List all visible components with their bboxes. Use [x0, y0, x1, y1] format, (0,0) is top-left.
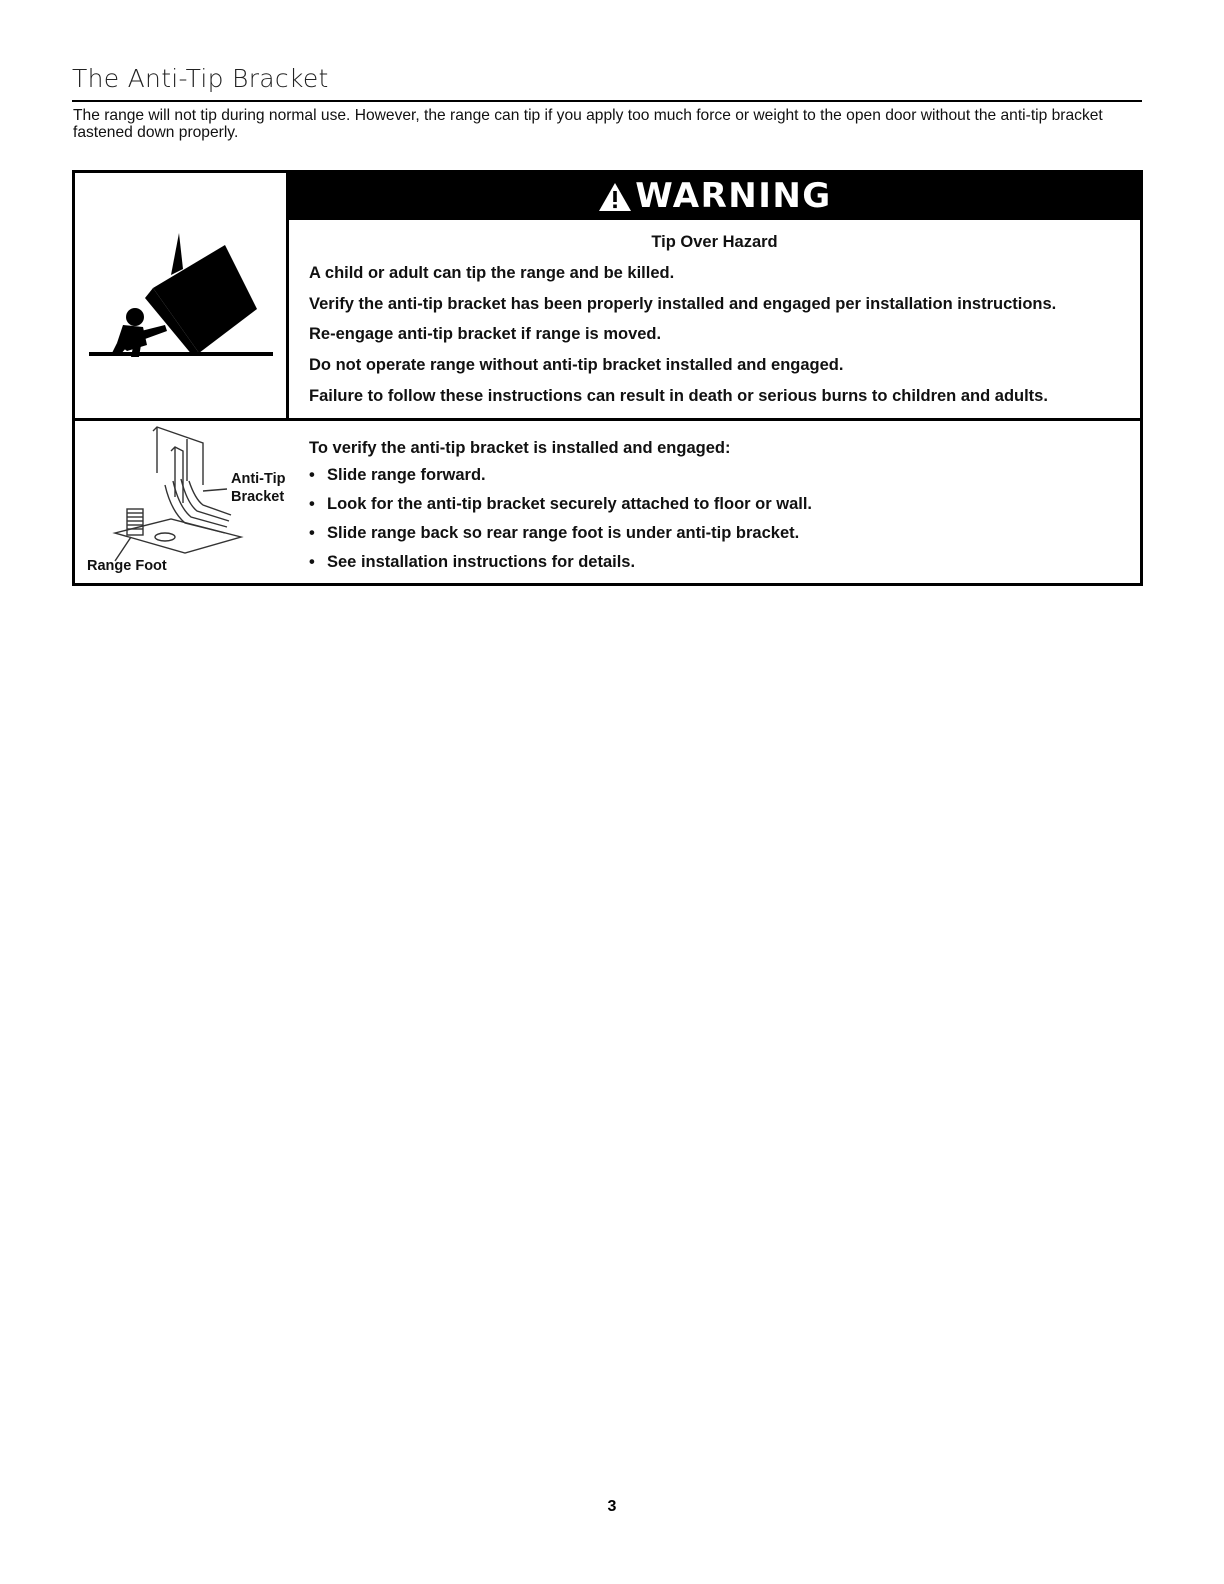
list-item [309, 495, 812, 524]
verify-step: Slide range back so rear range foot is under anti-tip bracket. [327, 524, 800, 542]
label-anti-tip: Anti-Tip [231, 471, 286, 487]
tip-over-pictogram-cell [75, 173, 289, 418]
list-item [309, 524, 812, 553]
list-item [309, 466, 812, 495]
page-number: 3 [607, 1498, 617, 1515]
verify-heading: To verify the anti-tip bracket is installed and engaged: [309, 439, 731, 457]
warning-message: Verify the anti-tip bracket has been properly installed and engaged per installation instructions. [309, 295, 1057, 313]
verify-step: See installation instructions for details. [327, 553, 636, 571]
bullet: • [309, 553, 315, 571]
hazard-title: Tip Over Hazard [651, 233, 778, 251]
tip-over-pictogram [75, 173, 286, 418]
intro-paragraph: The range will not tip during normal use. However, the range can tip if you apply too much force or weight to the open door without the anti-tip bracket fastened down properly. [73, 107, 1103, 141]
bullet: • [309, 466, 315, 484]
warning-message: Re-engage anti-tip bracket if range is moved. [309, 325, 662, 343]
title-divider [72, 100, 1142, 102]
warning-top-row [75, 173, 1140, 421]
verify-step: Look for the anti-tip bracket securely attached to floor or wall. [327, 495, 813, 513]
warning-triangle-icon [597, 181, 633, 213]
bullet: • [309, 495, 315, 513]
warning-signal-word: WARNING [635, 176, 832, 216]
warning-message: A child or adult can tip the range and be killed. [309, 264, 675, 282]
warning-message: Failure to follow these instructions can result in death or serious burns to children and adults. [309, 387, 1048, 405]
verify-step: Slide range forward. [327, 466, 486, 484]
warning-header [289, 173, 1140, 220]
warning-message: Do not operate range without anti-tip bracket installed and engaged. [309, 356, 844, 374]
page-title: The Anti-Tip Bracket [72, 64, 329, 93]
verify-steps [309, 466, 812, 582]
label-bracket: Bracket [231, 489, 285, 505]
list-item [309, 553, 812, 582]
bullet: • [309, 524, 315, 542]
verify-row [75, 421, 1140, 583]
label-range-foot: Range Foot [87, 558, 167, 574]
warning-box [72, 170, 1143, 586]
